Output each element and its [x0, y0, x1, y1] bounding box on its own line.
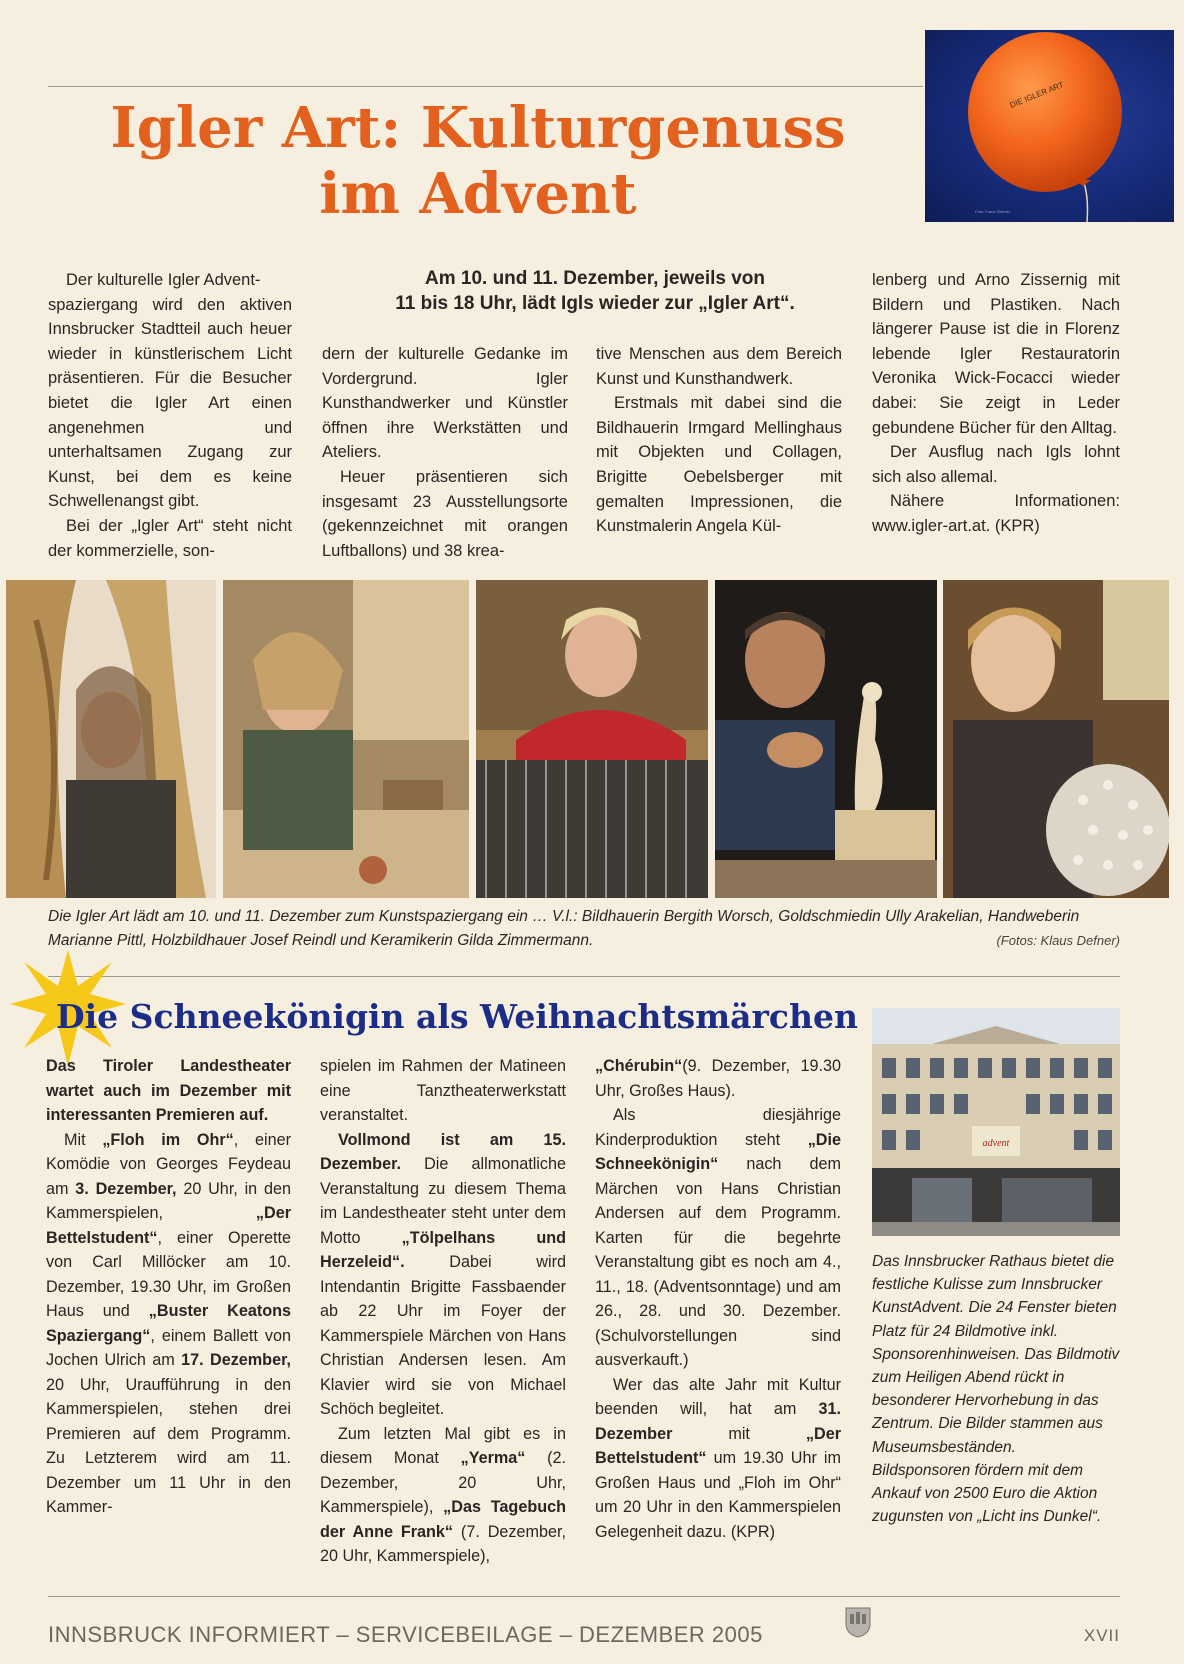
- caption-text: Die Igler Art lädt am 10. und 11. Dezember zum Kunstspaziergang ein … V.l.: Bildhauerin Bergith Worsch, Goldschmiedin Ully Arakelian, Handweberin Marianne Pittl, Holzbildhauer Josef Reindl und Keramikerin Gilda Zimmermann.: [48, 908, 1080, 949]
- article1-caption: [48, 905, 1120, 952]
- col1-body: Mit „Floh im Ohr“, einer Komödie von Georges Feydeau am 3. Dezember, 20 Uhr, in den Kammerspielen, „Der Bettelstudent“, einer Operette von Carl Millöcker am 10. Dezember, 19.30 Uhr, im Großen Haus und „Buster Keatons Spaziergang“, einem Ballett von Jochen Ulrich am 17. Dezember, 20 Uhr, Uraufführung in den Kammerspielen, stehen drei Premieren auf dem Programm. Zu Letzterem wird am 11. Dezember um 11 Uhr in den Kammer-: [46, 1130, 292, 1516]
- article2-headline: Die Schneekönigin als Weihnachtsmärchen: [56, 997, 858, 1036]
- section-rule: [48, 976, 1120, 977]
- col1-p1a: Der kulturelle Igler Advent-: [66, 271, 261, 289]
- col2-p2: Heuer präsentieren sich insgesamt 23 Ausstellungsorte (gekennzeichnet mit orangen Luftballons) und 38 krea-: [322, 467, 568, 560]
- col2-p2: Vollmond ist am 15. Dezember. Die allmonatliche Veranstaltung zu diesem Thema im Landestheater steht unter dem Motto „Tölpelhans und Herzeleid“. Dabei wird Intendantin Brigitte Fassbaender ab 22 Uhr im Foyer der Kammerspiele Märchen von Hans Christian Andersen lesen. Am Klavier wird sie von Michael Schöch begleitet.: [320, 1130, 566, 1418]
- photo-sculptor: [6, 580, 216, 898]
- article1-lead: [320, 266, 870, 316]
- col3-p3: Wer das alte Jahr mit Kultur beenden will, hat am 31. Dezember mit „Der Bettelstudent“ um 19.30 Uhr im Großen Haus und „Floh im Ohr“ um 20 Uhr in den Kammerspielen Gelegenheit dazu. (KPR): [595, 1375, 841, 1541]
- col1-p1b: spaziergang wird den aktiven Innsbrucker Stadtteil auch heuer wieder in künstlerischem Licht präsentieren. Für die Besucher bietet die Igler Art einen angenehmen und unterhaltsamen Zugang zur Kunst, bei dem es keine Schwellenangst gibt.: [48, 295, 292, 511]
- footer-text: INNSBRUCK INFORMIERT – SERVICEBEILAGE – DEZEMBER 2005: [48, 1622, 763, 1647]
- lead-line2: 11 bis 18 Uhr, lädt Igls wieder zur „Igler Art“.: [395, 293, 795, 314]
- article1-col4: [872, 268, 1120, 539]
- rathaus-photo: [872, 1008, 1120, 1236]
- footer-rule: [48, 1596, 1120, 1597]
- rathaus-caption-p2: Bildsponsoren fördern mit dem Ankauf von 2500 Euro die Aktion zugunsten von „Licht ins Dunkel“.: [872, 1461, 1102, 1526]
- headline-line2: im Advent: [319, 161, 637, 227]
- photo-ceramicist: [943, 580, 1169, 898]
- photo-goldsmith: [223, 580, 469, 898]
- crest-icon: [844, 1606, 872, 1638]
- col4-p1: lenberg und Arno Zissernig mit Bildern und Plastiken. Nach längerer Pause ist die in Florenz lebende Igler Restauratorin Veronika Wick-Focacci wieder dabei: Sie zeigt in Leder gebundene Bücher für den Alltag.: [872, 271, 1120, 437]
- article2-col2: [320, 1054, 566, 1569]
- balloon-icon: [925, 30, 1174, 222]
- balloon-photo: [925, 30, 1174, 222]
- advent-banner: advent: [982, 1138, 1010, 1149]
- article1-col3: [596, 342, 842, 539]
- balloon-label: DIE IGLER ART: [1008, 80, 1066, 110]
- col1-p2: Bei der „Igler Art“ steht nicht der kommerzielle, son-: [48, 516, 292, 560]
- article2-col1: [46, 1054, 291, 1520]
- col3-p1: „Chérubin“(9. Dezember, 19.30 Uhr, Großes Haus).: [595, 1057, 841, 1100]
- col2-p1: spielen im Rahmen der Matineen eine Tanztheaterwerkstatt veranstaltet.: [320, 1057, 566, 1124]
- headline-line1: Igler Art: Kulturgenuss: [110, 95, 846, 161]
- article2-col3: [595, 1054, 841, 1544]
- rathaus-caption: [872, 1250, 1120, 1528]
- col4-p3: Nähere Informationen: www.igler-art.at. (KPR): [872, 492, 1120, 535]
- caption-credit: (Fotos: Klaus Defner): [996, 932, 1120, 948]
- top-rule: [48, 86, 923, 87]
- col3-p1: tive Menschen aus dem Bereich Kunst und Kunsthandwerk.: [596, 345, 842, 388]
- col3-p2: Als diesjährige Kinderproduktion steht „Die Schneekönigin“ nach dem Märchen von Hans Christian Andersen auf dem Programm. Karten für die begehrte Veranstaltung gibt es noch am 4., 11., 18. (Adventsonntage) und am 26., 28. und 30. Dezember. (Schulvorstellungen sind ausverkauft.): [595, 1106, 841, 1369]
- photo-woodcarver: [715, 580, 937, 898]
- photo-credit: Foto: Franz Zimmer: [975, 209, 1011, 214]
- col4-p2: Der Ausflug nach Igls lohnt sich also allemal.: [872, 443, 1120, 486]
- col2-p3: Zum letzten Mal gibt es in diesem Monat „Yerma“ (2. Dezember, 20 Uhr, Kammerspiele), „Das Tagebuch der Anne Frank“ (7. Dezember, 20 Uhr, Kammerspiele),: [320, 1424, 567, 1565]
- article1-col1: [48, 268, 292, 563]
- col2-p1: dern der kulturelle Gedanke im Vordergrund. Igler Kunsthandwerker und Künstler öffnen ihre Werkstätten und Ateliers.: [322, 345, 568, 462]
- lead-line1: Am 10. und 11. Dezember, jeweils von: [424, 268, 766, 289]
- page-number: XVII: [1083, 1626, 1120, 1645]
- photo-weaver: [476, 580, 708, 898]
- col3-p2: Erstmals mit dabei sind die Bildhauerin Irmgard Mellinghaus mit Objekten und Collagen, Brigitte Oebelsberger mit gemalten Impressionen, die Kunstmalerin Angela Kül-: [596, 394, 842, 536]
- rathaus-caption-p1: Das Innsbrucker Rathaus bietet die festliche Kulisse zum Innsbrucker KunstAdvent. Die 24 Fenster bieten Platz für 24 Bildmotive inkl. Sponsorenhinweisen. Das Bildmotiv zum Heiligen Abend rückt in besonderer Hervorhebung in das Zentrum. Die Bilder stammen aus Museumsbeständen.: [872, 1253, 1120, 1456]
- article1-headline: [48, 95, 908, 227]
- article1-col2: [322, 342, 568, 563]
- col1-intro: Das Tiroler Landestheater wartet auch im Dezember mit interessanten Premieren auf.: [46, 1057, 291, 1124]
